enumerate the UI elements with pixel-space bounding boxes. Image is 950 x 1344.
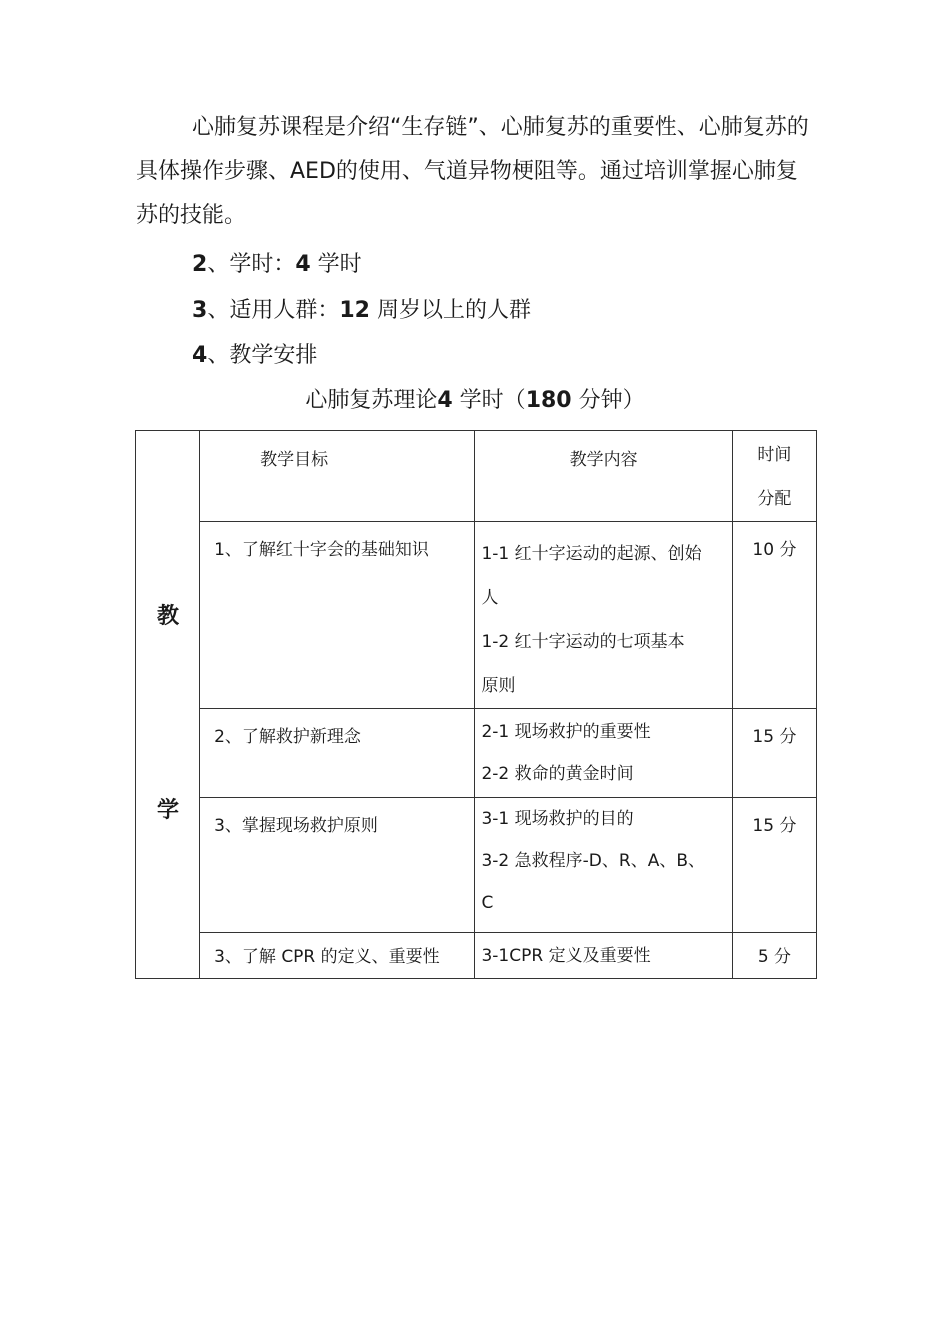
content-line: 3-2 急救程序-D、R、A、B、 <box>481 851 705 871</box>
goal-cell: 3、了解 CPR 的定义、重要性 <box>200 933 475 979</box>
content-line: 1-2 红十字运动的七项基本 <box>481 632 685 652</box>
item-label: 、学时： <box>207 252 296 277</box>
item-audience <box>192 296 531 326</box>
title-hours: 4 <box>437 388 453 413</box>
header-goal: 教学目标 <box>200 431 475 522</box>
table-row <box>136 709 817 798</box>
time-cell: 15 分 <box>732 798 816 933</box>
content-line: 原则 <box>481 676 516 696</box>
content-cell <box>475 709 732 798</box>
item-number: 3 <box>192 298 208 323</box>
item-number: 4 <box>192 343 208 368</box>
item-label: 、适用人群： <box>207 298 340 323</box>
content-line: 2-2 救命的黄金时间 <box>481 764 634 784</box>
table-header-row <box>136 431 817 522</box>
item-schedule <box>192 341 317 371</box>
content-line: 人 <box>481 588 499 608</box>
header-time <box>732 431 816 522</box>
title-prefix: 心肺复苏理论 <box>305 388 438 413</box>
content-line: C <box>481 893 494 913</box>
header-content: 教学内容 <box>475 431 732 522</box>
header-time-line: 时间 <box>757 445 792 465</box>
title-middle: 学时（ <box>459 388 526 413</box>
time-cell: 15 分 <box>732 709 816 798</box>
header-time-line: 分配 <box>757 489 792 509</box>
item-suffix: 周岁以上的人群 <box>376 298 531 323</box>
side-label-char: 教 <box>156 604 179 629</box>
content-line: 2-1 现场救护的重要性 <box>481 722 651 742</box>
table-row <box>136 522 817 709</box>
intro-text: 心肺复苏课程是介绍“生存链”、心肺复苏的重要性、心肺复苏的具体操作步骤、AED的使用、气道异物梗阻等。通过培训掌握心肺复苏的技能。 <box>136 115 809 228</box>
content-cell <box>475 933 732 979</box>
time-cell: 10 分 <box>732 522 816 709</box>
schedule-table <box>135 430 817 979</box>
content-cell <box>475 522 732 709</box>
item-value: 12 <box>339 298 370 323</box>
content-cell <box>475 798 732 933</box>
content-line: 3-1CPR 定义及重要性 <box>481 946 651 966</box>
table-row <box>136 933 817 979</box>
goal-cell: 3、掌握现场救护原则 <box>200 798 475 933</box>
item-suffix: 学时 <box>317 252 362 277</box>
content-line: 3-1 现场救护的目的 <box>481 809 634 829</box>
item-number: 2 <box>192 252 208 277</box>
item-value: 4 <box>295 252 311 277</box>
goal-cell: 2、了解救护新理念 <box>200 709 475 798</box>
title-suffix: 分钟） <box>578 388 645 413</box>
item-label: 、教学安排 <box>207 343 318 368</box>
title-minutes: 180 <box>525 388 572 413</box>
section-title <box>0 386 950 416</box>
item-hours <box>192 250 362 280</box>
time-cell: 5 分 <box>732 933 816 979</box>
side-label-char: 学 <box>156 798 179 823</box>
goal-cell: 1、了解红十字会的基础知识 <box>200 522 475 709</box>
table-row <box>136 798 817 933</box>
intro-paragraph <box>136 106 811 238</box>
side-label-cell <box>136 431 200 979</box>
content-line: 1-1 红十字运动的起源、创始 <box>481 544 702 564</box>
